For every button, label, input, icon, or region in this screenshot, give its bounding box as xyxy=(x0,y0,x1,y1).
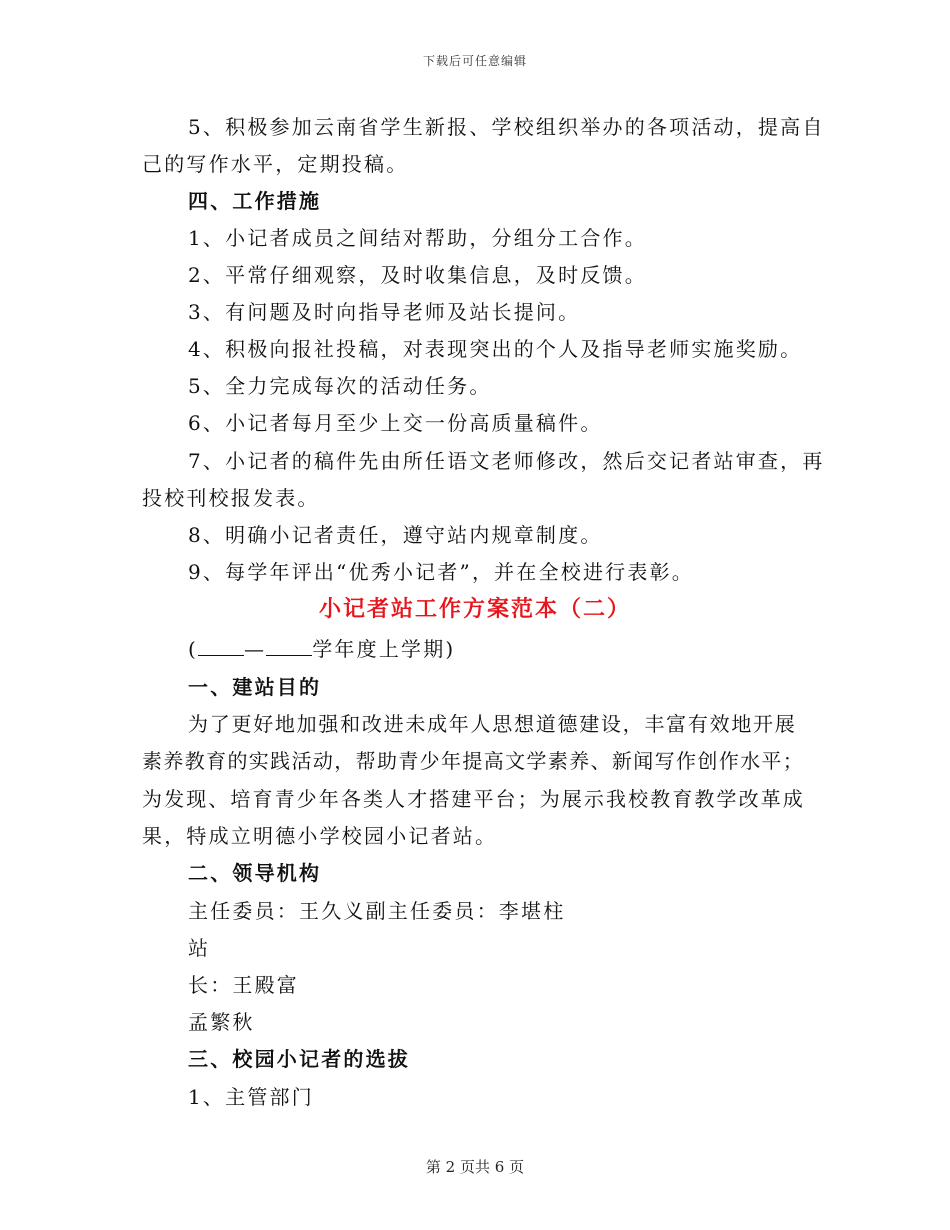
term-blank-start xyxy=(198,637,244,656)
purpose-paragraph-line: 果，特成立明德小学校园小记者站。 xyxy=(142,824,498,848)
term-suffix: 学年度上学期) xyxy=(312,637,456,661)
item-5-line-2: 己的写作水平，定期投稿。 xyxy=(142,152,409,176)
purpose-paragraph-line: 素养教育的实践活动，帮助青少年提高文学素养、新闻写作创作水平； xyxy=(142,749,804,773)
measure-item: 8、明确小记者责任，遵守站内规章制度。 xyxy=(188,523,603,547)
purpose-paragraph-line: 为发现、培育青少年各类人才搭建平台；为展示我校教育教学改革成 xyxy=(142,787,804,811)
measure-item: 1、小记者成员之间结对帮助，分组分工合作。 xyxy=(188,226,647,250)
item-5-line-1: 5、积极参加云南省学生新报、学校组织举办的各项活动，提高自 xyxy=(188,115,825,139)
measure-item: 9、每学年评出“优秀小记者”，并在全校进行表彰。 xyxy=(188,560,694,584)
leadership-line: 站 xyxy=(188,936,211,960)
measure-item-continuation: 投校刊校报发表。 xyxy=(142,486,320,510)
measure-item: 5、全力完成每次的活动任务。 xyxy=(188,374,492,398)
leadership-line: 孟繁秋 xyxy=(188,1010,255,1034)
selection-item: 1、主管部门 xyxy=(188,1085,314,1109)
purpose-paragraph-line: 为了更好地加强和改进未成年人思想道德建设，丰富有效地开展 xyxy=(188,712,796,736)
term-prefix: ( xyxy=(188,637,199,661)
measure-item: 6、小记者每月至少上交一份高质量稿件。 xyxy=(188,411,603,435)
leadership-heading: 二、领导机构 xyxy=(188,861,322,885)
measure-item: 4、积极向报社投稿，对表现突出的个人及指导老师实施奖励。 xyxy=(188,337,803,361)
document-title: 小记者站工作方案范本（二） xyxy=(318,596,631,622)
measure-item: 3、有问题及时向指导老师及站长提问。 xyxy=(188,300,581,324)
selection-heading: 三、校园小记者的选拔 xyxy=(188,1047,410,1071)
purpose-heading: 一、建站目的 xyxy=(188,675,322,699)
measures-heading: 四、工作措施 xyxy=(188,189,322,213)
page-number: 第 2 页共 6 页 xyxy=(425,1158,525,1176)
leadership-line: 长：王殿富 xyxy=(188,973,299,997)
term-blank-end xyxy=(266,637,312,656)
header-note: 下载后可任意编辑 xyxy=(422,54,527,68)
leadership-line: 主任委员：王久义副主任委员：李堪柱 xyxy=(188,899,566,923)
school-term xyxy=(188,636,455,662)
term-dash: — xyxy=(244,637,267,661)
measure-item: 7、小记者的稿件先由所任语文老师修改，然后交记者站审查，再 xyxy=(188,449,825,473)
measure-item: 2、平常仔细观察，及时收集信息，及时反馈。 xyxy=(188,263,647,287)
